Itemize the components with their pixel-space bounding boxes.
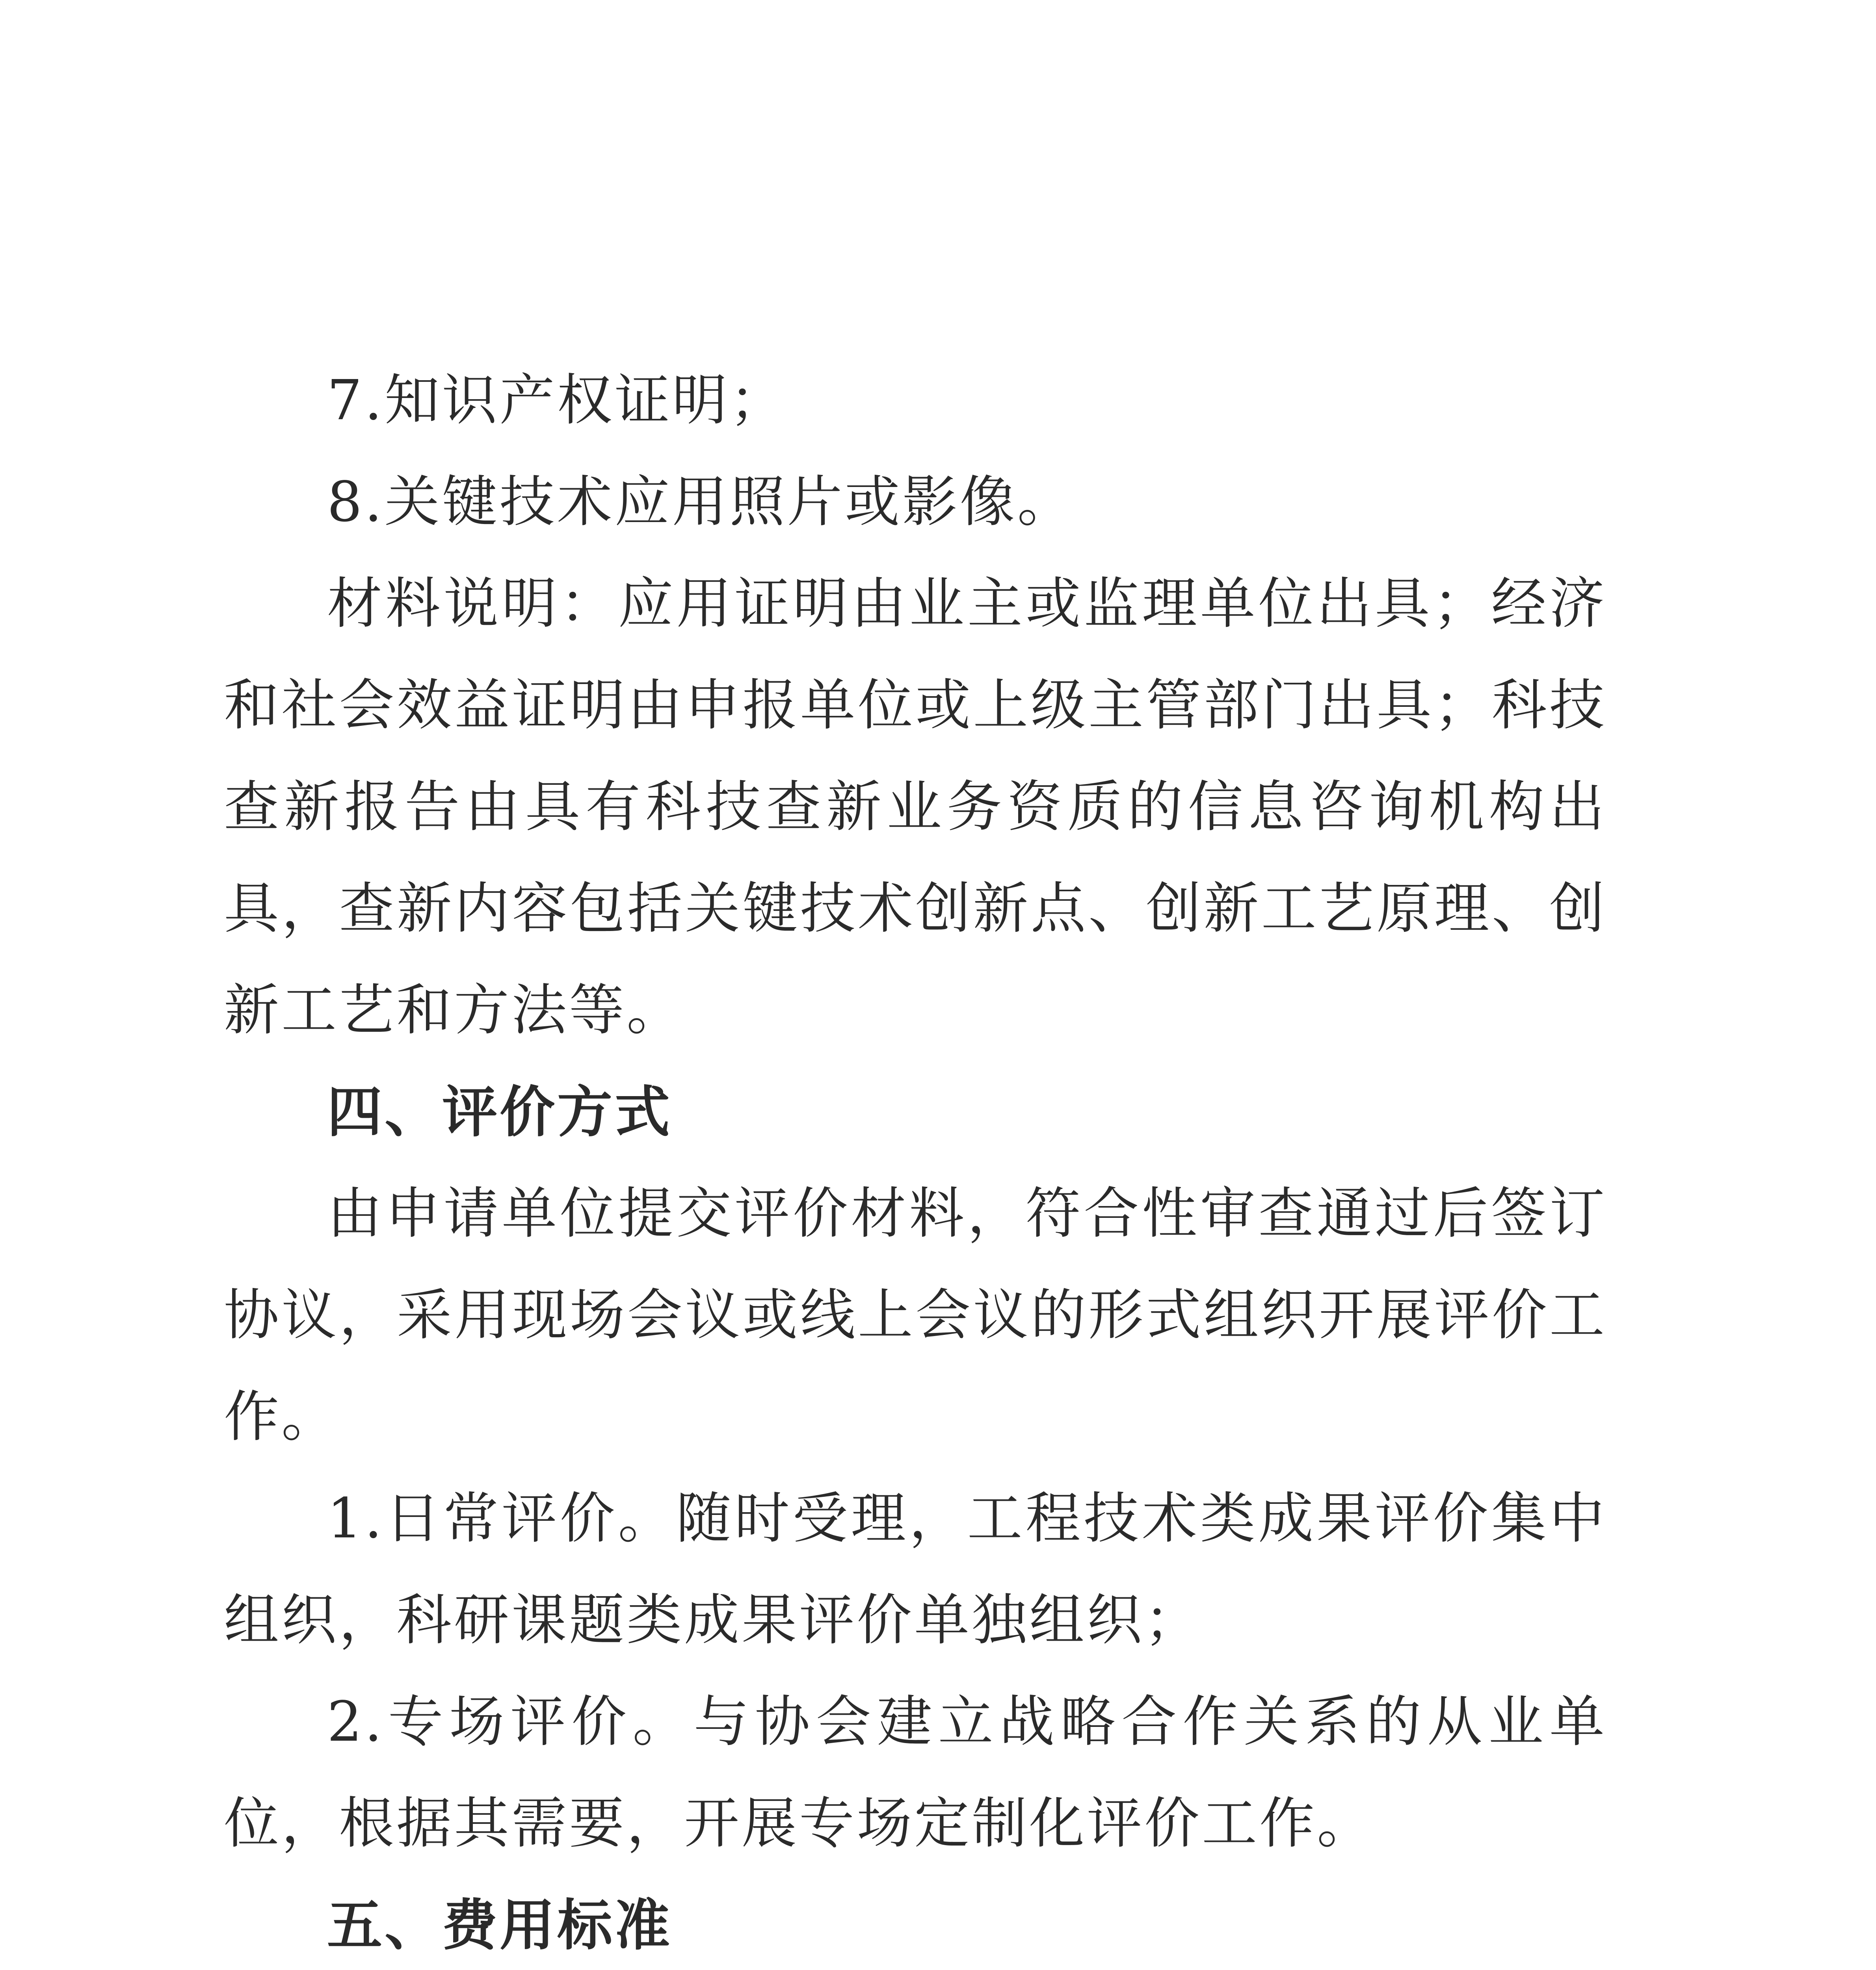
section-heading-evaluation-method: 四、评价方式 [327, 1080, 673, 1145]
document-body [224, 350, 1607, 1970]
section-heading-fee-standard: 五、费用标准 [327, 1893, 673, 1958]
paragraph-materials-note: 材料说明：应用证明由业主或监理单位出具；经济和社会效益证明由申报单位或上级主管部门出具；科技查新报告由具有科技查新业务资质的信息咨询机构出具，查新内容包括关键技术创新点、创新工艺原理、创新工艺和方法等。 [224, 572, 1607, 1043]
paragraph-item-7: 7.知识产权证明； [327, 368, 787, 433]
paragraph-daily-evaluation: 1.日常评价。随时受理，工程技术类成果评价集中组织，科研课题类成果评价单独组织； [224, 1487, 1607, 1652]
paragraph-item-8: 8.关键技术应用照片或影像。 [327, 470, 1075, 534]
paragraph-special-evaluation: 2.专场评价。与协会建立战略合作关系的从业单位，根据其需要，开展专场定制化评价工作。 [224, 1690, 1607, 1856]
paragraph-evaluation-intro: 由申请单位提交评价材料，符合性审查通过后签订协议，采用现场会议或线上会议的形式组织开展评价工作。 [224, 1182, 1607, 1449]
